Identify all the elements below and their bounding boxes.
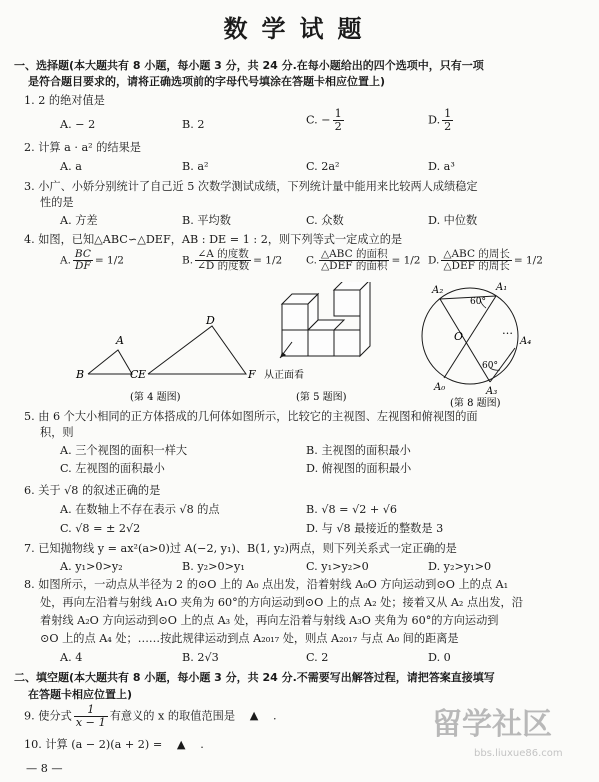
fig5-caption: (第 5 题图) <box>296 392 347 403</box>
q3-option-b: B. 平均数 <box>182 214 231 227</box>
fig8-label-a1: A₁ <box>496 282 508 293</box>
fig4-label-c: C <box>130 368 139 381</box>
q4-option-d: D. $\frac{\text{△ABC 的周长}}{\text{△DEF 的周长}}$ = 1/2 <box>428 248 543 273</box>
q5-option-a: A. 三个视图的面积一样大 <box>60 444 188 457</box>
q2-option-c: C. 2a² <box>306 160 340 173</box>
q2-option-a: A. a <box>60 160 82 173</box>
q2-option-b: B. a² <box>182 160 209 173</box>
q7-option-a: A. y₁>0>y₂ <box>60 560 123 573</box>
figure-8-circle <box>410 278 550 408</box>
q4-option-c: C. $\frac{\text{△ABC 的面积}}{\text{△DEF 的面积}}$ = 1/2 <box>306 248 421 273</box>
fig4-label-f: F <box>248 368 256 381</box>
q6-option-c: C. √8 = ± 2√2 <box>60 522 141 535</box>
q6-stem: 6. 关于 √8 的叙述正确的是 <box>24 484 161 497</box>
q1-stem: 1. 2 的绝对值是 <box>24 94 105 107</box>
q2-stem: 2. 计算 a · a² 的结果是 <box>24 141 141 154</box>
q9-line: 9. 使分式 $\frac{1}{x - 1}$ 有意义的 x 的取值范围是 ▲ . <box>24 703 277 729</box>
fig8-angle-bottom: 60° <box>482 361 498 371</box>
fig4-label-a: A <box>116 334 124 347</box>
watermark-url: bbs.liuxue86.com <box>474 748 563 759</box>
q3-option-a: A. 方差 <box>60 214 98 227</box>
fig4-label-b: B <box>76 368 85 381</box>
q6-option-d: D. 与 √8 最接近的整数是 3 <box>306 522 444 535</box>
watermark-logo: 留学社区 <box>432 707 552 742</box>
q4-option-b: B. $\frac{\text{∠A 的度数}}{\text{∠D 的度数}}$ = 1/2 <box>182 248 283 273</box>
figure-5-cube-solid <box>262 282 392 408</box>
q8-line4: ⊙O 上的点 A₄ 处；……按此规律运动到点 A₂₀₁₇ 处，则点 A₂₀₁₇ 与点 A₀ 间的距离是 <box>40 632 459 645</box>
q8-option-c: C. 2 <box>306 651 329 664</box>
page-title: 数学试题 <box>223 15 376 43</box>
fig8-label-a0: A₀ <box>434 382 446 393</box>
fig4-caption: (第 4 题图) <box>130 392 181 403</box>
q3-stem-cont: 性的是 <box>40 196 74 209</box>
section2-header-line2: 在答题卡相应位置上) <box>28 688 133 701</box>
q8-option-d: D. 0 <box>428 651 451 664</box>
q10-line: 10. 计算 (a − 2)(a + 2) = ▲ . <box>24 738 204 751</box>
fig8-label-a4: A₄ <box>520 336 532 347</box>
q7-option-d: D. y₂>y₁>0 <box>428 560 492 573</box>
q4-stem: 4. 如图，已知△ABC∽△DEF，AB : DE = 1 : 2，则下列等式一定成立的是 <box>24 233 403 246</box>
q1-option-d: D. $\frac{1}{2}$ <box>428 107 452 133</box>
q7-option-c: C. y₁>y₂>0 <box>306 560 369 573</box>
q6-option-a: A. 在数轴上不存在表示 √8 的点 <box>60 503 220 516</box>
q1-option-b: B. 2 <box>182 118 205 131</box>
fig8-label-o: O <box>454 330 464 343</box>
q5-option-c: C. 左视图的面积最小 <box>60 462 165 475</box>
q5-stem-cont: 积，则 <box>40 426 74 439</box>
q1-option-c: C. − $\frac{1}{2}$ <box>306 107 342 133</box>
section1-header-line1: 一、选择题(本大题共有 8 小题，每小题 3 分，共 24 分.在每小题给出的四个选项中，只有一项 <box>14 59 484 72</box>
fig4-label-e: E <box>138 368 147 381</box>
q8-line3: 着射线 A₂O 方向运动到⊙O 上的点 A₃ 处，再向左沿着与射线 A₃O 夹角为 60°的方向运动到 <box>40 614 499 627</box>
section1-header-line2: 是符合题目要求的，请将正确选项前的字母代号填涂在答题卡相应位置上) <box>28 75 386 88</box>
q6-option-b: B. √8 = √2 + √6 <box>306 503 398 516</box>
fig8-angle-top: 60° <box>470 297 486 307</box>
fig8-dots: … <box>502 324 513 337</box>
page-number: — 8 — <box>26 762 63 775</box>
fig8-label-a3: A₃ <box>486 386 498 397</box>
fig8-caption: (第 8 题图) <box>450 398 501 408</box>
q5-option-d: D. 俯视图的面积最小 <box>306 462 412 475</box>
q1-option-a: A. − 2 <box>60 118 96 131</box>
q2-option-d: D. a³ <box>428 160 455 173</box>
q7-option-b: B. y₂>0>y₁ <box>182 560 245 573</box>
fig4-label-d: D <box>206 314 215 327</box>
q8-option-a: A. 4 <box>60 651 83 664</box>
q3-stem: 3. 小广、小娇分别统计了自己近 5 次数学测试成绩，下列统计量中能用来比较两人成绩稳定 <box>24 180 478 193</box>
q5-stem: 5. 由 6 个大小相同的正方体搭成的几何体如图所示，比较它的主视图、左视图和俯视图的面 <box>24 410 478 423</box>
figure-4-similar-triangles <box>60 298 270 408</box>
section2-header-line1: 二、填空题(本大题共有 8 小题，每小题 3 分，共 24 分.不需要写出解答过程，请把答案直接填写 <box>14 671 495 684</box>
q5-option-b: B. 主视图的面积最小 <box>306 444 411 457</box>
fig5-front-view-label: 从正面看 <box>264 370 304 381</box>
q4-option-a: A. $\frac{BC}{DF}$ = 1/2 <box>60 248 124 273</box>
q8-line2: 处，再向左沿着与射线 A₁O 夹角为 60°的方向运动到⊙O 上的点 A₂ 处；接着又从 A₂ 点出发，沿 <box>40 596 523 609</box>
q7-stem: 7. 已知抛物线 y = ax²(a>0)过 A(−2, y₁)、B(1, y₂)两点，则下列关系式一定正确的是 <box>24 542 457 555</box>
q8-option-b: B. 2√3 <box>182 651 219 664</box>
q3-option-c: C. 众数 <box>306 214 344 227</box>
q9-answer-blank: ▲ <box>249 709 259 723</box>
q3-option-d: D. 中位数 <box>428 214 478 227</box>
fig8-label-a2: A₂ <box>432 285 444 296</box>
q8-line1: 8. 如图所示，一动点从半径为 2 的⊙O 上的 A₀ 点出发，沿着射线 A₀O 方向运动到⊙O 上的点 A₁ <box>24 578 509 591</box>
q10-answer-blank: ▲ <box>176 738 186 751</box>
